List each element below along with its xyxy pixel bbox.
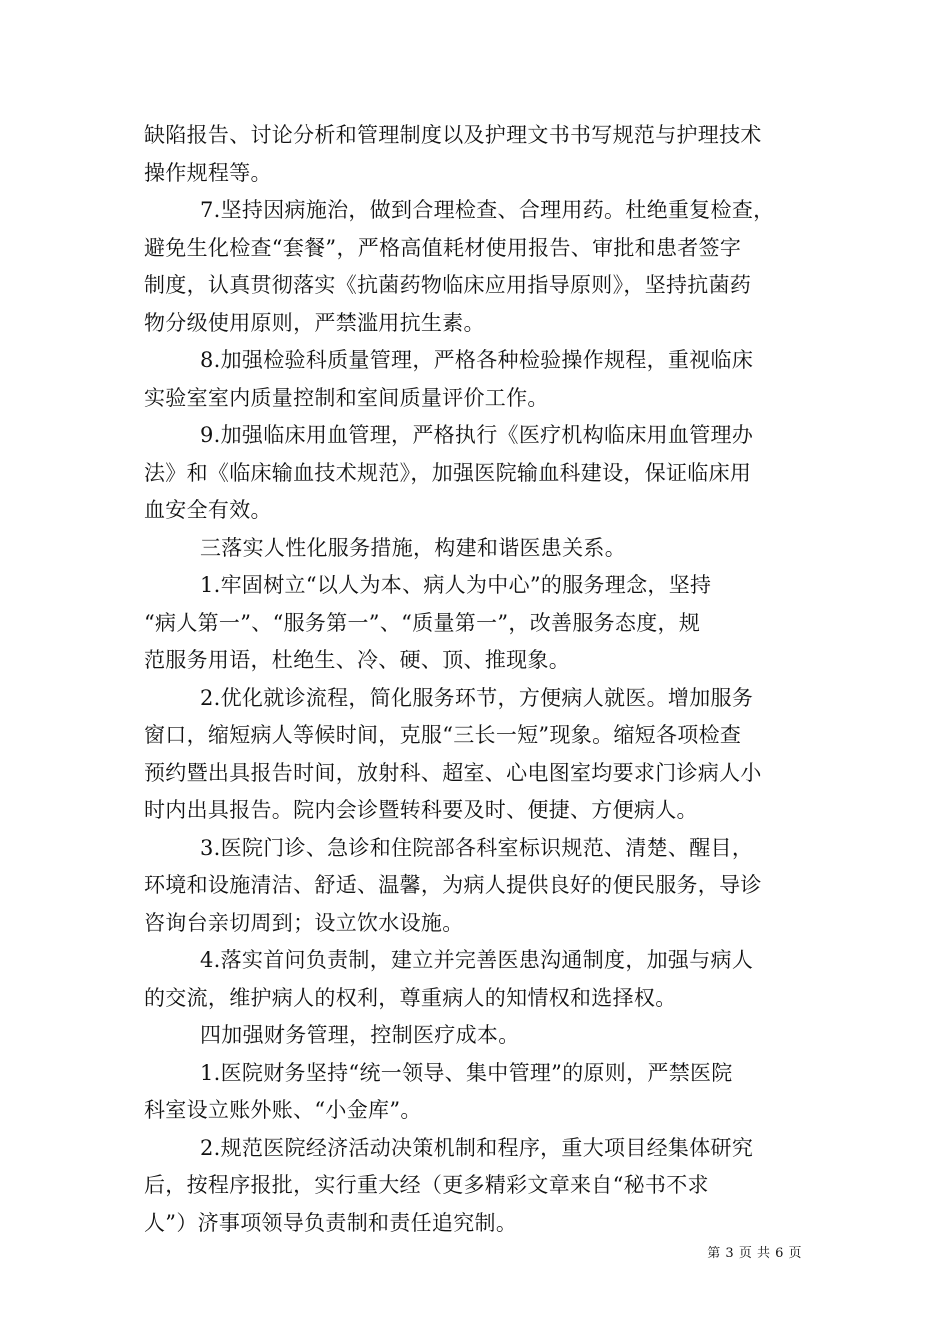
paragraph xyxy=(144,342,808,417)
page-number-footer: 第 3 页 共 6 页 xyxy=(707,1246,802,1261)
text-line: “病人第一”、“服务第一”、“质量第一”，改善服务态度，规 xyxy=(144,610,701,635)
paragraph xyxy=(144,417,808,530)
paragraph xyxy=(144,942,808,1017)
paragraph xyxy=(144,680,808,830)
paragraph xyxy=(144,192,808,342)
text-line: 血安全有效。 xyxy=(144,498,272,522)
text-line: 预约暨出具报告时间，放射科、超室、心电图室均要求门诊病人小 xyxy=(144,760,762,785)
text-line: 三落实人性化服务措施，构建和谐医患关系。 xyxy=(200,535,626,560)
text-line: 制度，认真贯彻落实《抗菌药物临床应用指导原则》，坚持抗菌药 xyxy=(144,273,752,297)
paragraph xyxy=(144,530,808,568)
paragraph xyxy=(144,1017,808,1055)
text-line: 操作规程等。 xyxy=(144,160,272,185)
text-line: 2.优化就诊流程，简化服务环节，方便病人就医。增加服务 xyxy=(200,685,754,710)
paragraph xyxy=(144,1055,808,1130)
text-line: 8.加强检验科质量管理，严格各种检验操作规程，重视临床 xyxy=(200,348,754,372)
text-line: 9.加强临床用血管理，严格执行《医疗机构临床用血管理办 xyxy=(200,423,754,447)
text-line: 环境和设施清洁、舒适、温馨，为病人提供良好的便民服务，导诊 xyxy=(144,873,762,897)
paragraph xyxy=(144,1130,808,1243)
text-line: 的交流，维护病人的权利，尊重病人的知情权和选择权。 xyxy=(144,985,677,1010)
paragraph xyxy=(144,567,808,680)
text-line: 后，按程序报批，实行重大经（更多精彩文章来自“秘书不求 xyxy=(144,1173,709,1197)
text-line: 避免生化检查“套餐”，严格高值耗材使用报告、审批和患者签字 xyxy=(144,235,742,260)
text-line: 缺陷报告、讨论分析和管理制度以及护理文书书写规范与护理技术 xyxy=(144,123,762,147)
text-line: 范服务用语，杜绝生、冷、硬、顶、推现象。 xyxy=(144,648,570,672)
text-line: 物分级使用原则，严禁滥用抗生素。 xyxy=(144,310,485,335)
text-line: 法》和《临床输血技术规范》，加强医院输血科建设，保证临床用 xyxy=(144,460,752,485)
text-line: 人”）济事项领导负责制和责任追究制。 xyxy=(144,1210,518,1235)
document-body xyxy=(144,117,808,1242)
text-line: 窗口，缩短病人等候时间，克服“三长一短”现象。缩短各项检查 xyxy=(144,723,742,747)
text-line: 科室设立账外账、“小金库”。 xyxy=(144,1098,422,1122)
paragraph xyxy=(144,830,808,943)
text-line: 1.牢固树立“以人为本、病人为中心”的服务理念，坚持 xyxy=(200,573,712,597)
text-line: 咨询台亲切周到；设立饮水设施。 xyxy=(144,910,464,935)
text-line: 1.医院财务坚持“统一领导、集中管理”的原则，严禁医院 xyxy=(200,1060,733,1085)
paragraph xyxy=(144,117,808,192)
text-line: 实验室室内质量控制和室间质量评价工作。 xyxy=(144,385,549,410)
text-line: 7.坚持因病施治，做到合理检查、合理用药。杜绝重复检查， xyxy=(200,198,775,222)
text-line: 四加强财务管理，控制医疗成本。 xyxy=(200,1023,520,1047)
text-line: 2.规范医院经济活动决策机制和程序，重大项目经集体研究 xyxy=(200,1135,754,1160)
text-line: 4.落实首问负责制，建立并完善医患沟通制度，加强与病人 xyxy=(200,948,754,972)
text-line: 时内出具报告。院内会诊暨转科要及时、便捷、方便病人。 xyxy=(144,798,698,822)
text-line: 3.医院门诊、急诊和住院部各科室标识规范、清楚、醒目， xyxy=(200,835,754,860)
